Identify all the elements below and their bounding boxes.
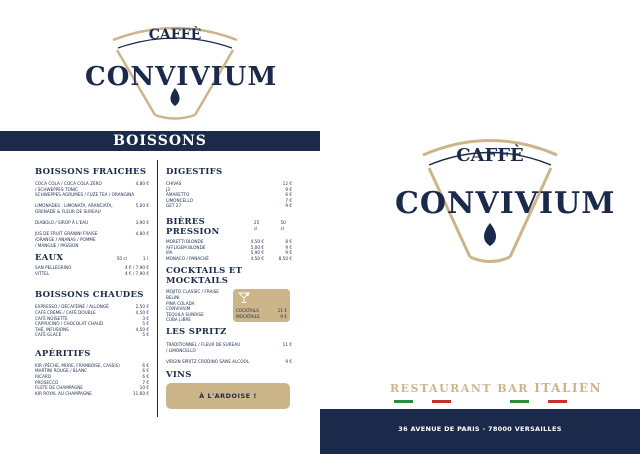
fraiches-price [143,243,149,249]
section-title-bieres: BIÈRES PRESSION [166,216,220,237]
ardoise-button[interactable]: À L'ARDOISE ! [166,383,290,409]
digestifs-name: CHIVAS [166,181,182,186]
digestifs-name: GET 27 [166,203,182,209]
digestifs-name: AMARETTO [166,192,190,198]
fraiches-price: 4,80 € [135,231,149,237]
aperitifs-price: 7 € [142,379,149,385]
aperitifs-name: PROSECCO [35,379,59,385]
italian-flag-right [510,400,567,403]
fraiches-row [35,192,149,198]
aperitifs-price: 11,60 € [133,390,149,396]
spritz-list [166,342,292,364]
chaudes-name: CAFÉ NOISETTE [35,315,68,321]
flame-large-icon [484,223,496,246]
cocktails-block [166,289,292,323]
digestifs-price: 12 € [282,181,292,186]
chaudes-row [35,332,149,338]
aperitifs-price: 6 € [142,368,149,374]
bieres-header [166,217,292,237]
digestifs-price: 9 € [285,203,292,209]
bieres-price-50cl: 9 € [285,244,292,250]
cocktail-item: CONVIVIUM [166,306,191,312]
brand-name-left: CONVIVIUM [85,62,278,92]
tagline-restaurant-bar: RESTAURANT BAR [390,382,529,395]
fraiches-name: / SCHWEPPES TONIC [35,186,79,192]
aperitifs-name: RICARD [35,374,52,380]
digestifs-row [166,203,292,209]
brand-caffe-right: CAFFÈ [456,145,524,166]
bieres-header-25cl: 25 cl [253,219,260,231]
fraiches-name: /ORANGE / ANANAS / POMME [35,236,96,242]
brand-name-right: CONVIVIUM [395,186,616,221]
chaudes-price: 3 € [142,315,149,321]
cocktail-box-price: 9 € [280,313,287,319]
chaudes-list [35,304,149,338]
fraiches-name: DIABOLO / SIROP À L'EAU [35,220,89,226]
fraiches-price: 4,80 € [135,181,149,186]
digestifs-list [166,181,292,209]
bieres-price-50cl: 9 € [285,250,292,256]
cocktail-item: CUBA LIBRE [166,317,192,323]
cocktail-item: PINA COLADA [166,300,195,306]
bieres-price-50cl: 8,50 € [278,255,292,261]
spritz-name: TRADITIONNEL / FLEUR DE SUREAU [166,342,241,348]
aperitifs-name: MARTINI ROUGE / BLANC [35,368,88,374]
eaux-list [35,265,149,276]
eaux-name: SAN PELLEGRINO [35,265,72,271]
brand-caffe-left: CAFFÈ [148,27,202,43]
fraiches-price: 5,00 € [135,203,149,209]
section-title-spritz: LES SPRITZ [166,327,227,338]
bieres-name: MORETTI BLONDE [166,238,204,244]
section-title-chaudes: BOISSONS CHAUDES [35,290,144,301]
fraiches-name: COCA COLA / COCA COLA ZERO [35,181,102,186]
right-column [166,167,292,380]
fraiches-name: / MANGUE / PASSION [35,242,79,248]
chaudes-name: CAFÉ CRÈME / CAFÉ DOUBLE [35,309,96,315]
spritz-price: 9 € [285,359,292,365]
chaudes-price: 4,50 € [135,326,149,332]
digestifs-name: J3 [166,186,170,192]
cocktail-box-name: COCKTAILS [236,308,259,314]
bieres-list [166,239,292,261]
aperitifs-price: 10 € [139,385,149,391]
aperitifs-price: 6 € [142,374,149,380]
fraiches-list [35,181,149,248]
bieres-name: MONACO / PANACHÉ [166,255,209,261]
chaudes-name: EXPRESSO / DÉCAFÉINÉ / ALLONGÉ [35,304,109,310]
bieres-name: IPA [166,250,173,256]
eaux-name: VITTEL [35,270,50,276]
digestifs-price: 6 € [285,192,292,198]
italian-flag-left [394,400,451,403]
chaudes-price: 5 € [142,321,149,327]
aperitifs-list [35,363,149,397]
fraiches-name: SCHWEPPES AGRUMES / FUZE TEA / ORANGINA [35,192,135,198]
logo-left [85,10,278,125]
eaux-header [35,253,149,263]
chaudes-price: 2,50 € [135,304,149,310]
digestifs-price: 7 € [285,197,292,203]
spritz-price: 11 € [282,342,292,348]
section-title-digestifs: DIGESTIFS [166,167,223,177]
cocktail-box-name: MOCKTAILS [236,313,260,319]
cocktail-item: BELINI [166,294,180,300]
banner-title: BOISSONS [113,133,207,149]
fraiches-name: GRENADE & FLEUR DE SUREAU [35,208,101,214]
section-title-aperitifs: APÉRITIFS [35,348,91,359]
cocktail-glass-icon [238,292,250,304]
bieres-header-50cl: 50 cl [280,219,286,231]
cocktails-price-box [233,289,290,322]
cocktail-box-price: 11 € [277,308,287,314]
eaux-row [35,271,149,277]
eaux-price: 4 € / 7,90 € [124,265,149,271]
section-title-eaux: EAUX [35,253,64,264]
fraiches-name: LIMONADES : LIMONATA, ARANCIATA, [35,203,113,209]
bieres-row [166,256,292,262]
spritz-name: VIRGIN SPRITZ CRODINO SANS ALCOOL [166,359,250,365]
digestifs-name: LIMONCELLO [166,197,193,203]
aperitifs-name: KIR (PÊCHE, MÛRE, FRAMBOISE, CASSIS) [35,362,120,368]
digestifs-price: 9 € [285,186,292,192]
spritz-name: / LIMONCELLO [166,347,196,353]
section-title-cocktails: COCKTAILS ET MOCKTAILS [166,266,243,287]
fraiches-row [35,243,149,249]
fraiches-price: 3,90 € [135,220,149,226]
chaudes-name: CAFÉ GLACÉ [35,332,62,338]
section-title-vins: VINS [166,369,192,380]
eaux-price: 4 € / 7,90 € [124,270,149,276]
aperitifs-name: FLÛTE DE CHAMPAGNE [35,385,83,391]
aperitifs-price: 6 € [142,362,149,368]
bieres-price-25cl: 4,50 € [250,238,264,244]
cocktail-item: TEQUILA SUNRISE [166,311,204,317]
chaudes-price: 5 € [142,332,149,338]
tagline [390,381,603,395]
fraiches-name: JUS DE FRUIT GRANINI FRAISE [35,231,98,237]
address: 36 AVENUE DE PARIS - 78000 VERSAILLES [398,425,562,433]
bieres-price-25cl: 4,50 € [250,255,264,261]
aperitifs-name: KIR ROYAL AU CHAMPAGNE [35,390,92,396]
section-title-fraiches: BOISSONS FRAICHES [35,167,147,177]
cocktail-box-row [236,314,287,320]
cocktail-item: MOJITO CLASSIC / FRAISE [166,289,219,295]
column-divider [157,160,158,417]
chaudes-name: THÉ, INFUSIONS [35,326,69,332]
chaudes-price: 4,50 € [135,309,149,315]
left-column [35,167,149,396]
eaux-header-1l: 1 l [142,256,148,262]
boissons-banner [0,131,320,151]
tagline-italien: ITALIEN [534,381,603,395]
bieres-price-25cl: 5,00 € [250,244,264,250]
bieres-price-25cl: 5,90 € [250,250,264,256]
bieres-name: AFFLIGEM BLONDE [166,244,206,250]
cocktail-box-rows [236,308,287,319]
logo-right [395,120,616,270]
bieres-price-50cl: 8 € [285,238,292,244]
chaudes-name: CAPPUCINO / CHOCOLAT CHAUD [35,321,104,327]
eaux-header-50cl: 50 cl [116,256,127,262]
spritz-row [166,359,292,365]
aperitifs-row [35,391,149,397]
